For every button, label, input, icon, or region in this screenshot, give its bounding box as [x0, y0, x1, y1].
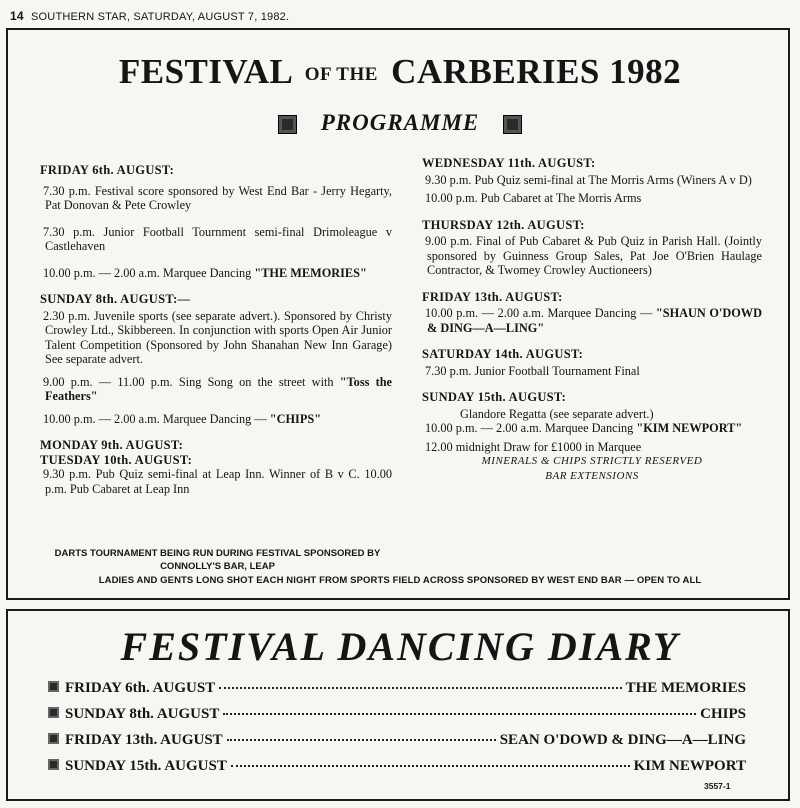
masthead [10, 9, 289, 23]
left-column [40, 163, 392, 496]
event-act: "THE MEMORIES" [254, 265, 367, 280]
event-act: "CHIPS" [269, 411, 322, 426]
square-bullet-icon [48, 707, 59, 718]
event: Glandore Regatta (see separate advert.) [460, 406, 654, 421]
diary-day: SUNDAY 15th. AUGUST [65, 758, 227, 774]
title-of-the: OF THE [304, 63, 378, 85]
event [422, 421, 762, 436]
event-act: "SHAUN O'DOWD & DING—A—LING" [427, 306, 762, 335]
programme-label: PROGRAMME [320, 110, 480, 135]
notice: MINERALS & CHIPS STRICTLY RESERVED [481, 455, 703, 467]
diary-title: FESTIVAL DANCING DIARY [120, 624, 680, 669]
diary-day: FRIDAY 13th. AUGUST [65, 732, 223, 748]
event: 7.30 p.m. Junior Football Tournament Final [425, 363, 640, 378]
event: 7.30 p.m. Junior Football Tournment semi-final Drimoleague v Castlehaven [43, 224, 392, 253]
event: 9.30 p.m. Pub Quiz semi-final at Leap Inn. Winner of B v C. 10.00 p.m. Pub Cabaret at Leap Inn [43, 467, 392, 496]
day-heading: WEDNESDAY 11th. AUGUST: [422, 156, 596, 170]
diary-row [48, 680, 746, 706]
event [40, 412, 392, 427]
ad-reference: 3557-1 [704, 781, 731, 791]
day-heading: FRIDAY 13th. AUGUST: [422, 289, 563, 304]
event-text: 9.00 p.m. — 11.00 p.m. Sing Song on the street with [43, 374, 340, 389]
event [40, 266, 392, 281]
square-bullet-icon [503, 115, 522, 134]
day-heading: SUNDAY 8th. AUGUST:— [40, 292, 191, 306]
day-heading: SATURDAY 14th. AUGUST: [422, 347, 584, 361]
diary-day: SUNDAY 8th. AUGUST [65, 706, 220, 722]
darts-notice: DARTS TOURNAMENT BEING RUN DURING FESTIVAL SPONSORED BY CONNOLLY'S BAR, LEAP [54, 548, 381, 572]
event: 9.00 p.m. Final of Pub Cabaret & Pub Quiz in Parish Hall. (Jointly sponsored by Guinness Group Sales, Pat Joe O'Brien Haulage Contractor, & Twomey Crowley Auctioneers) [425, 234, 762, 277]
day-heading: MONDAY 9th. AUGUST: [40, 438, 184, 452]
diary-row [48, 732, 746, 758]
event: 10.00 p.m. Pub Cabaret at The Morris Arms [425, 191, 642, 205]
title-festival: FESTIVAL [118, 52, 292, 91]
diary-act: THE MEMORIES [625, 680, 746, 696]
day-heading: TUESDAY 10th. AUGUST: [40, 452, 193, 467]
event-act: "Toss the Feathers" [45, 374, 392, 403]
event: 9.30 p.m. Pub Quiz semi-final at The Morris Arms (Winers A v D) [425, 172, 752, 187]
event-text: 10.00 p.m. — 2.00 a.m. Marquee Dancing [43, 265, 255, 280]
square-bullet-icon [48, 759, 59, 770]
dot-leader [223, 713, 696, 715]
event-text: 10.00 p.m. — 2.00 a.m. Marquee Dancing [425, 421, 637, 435]
title-carberies: CARBERIES 1982 [391, 52, 682, 91]
dot-leader [219, 687, 621, 689]
dot-leader [227, 739, 496, 741]
right-column [422, 156, 762, 483]
page-number: 14 [10, 9, 24, 23]
event: 12.00 midnight Draw for £1000 in Marquee [425, 439, 642, 454]
day-heading: THURSDAY 12th. AUGUST: [422, 217, 585, 232]
diary-row [48, 706, 746, 732]
diary-act: KIM NEWPORT [633, 758, 746, 774]
diary-list [48, 680, 746, 784]
event-text: 10.00 p.m. — 2.00 a.m. Marquee Dancing — [43, 411, 270, 426]
notice: BAR EXTENSIONS [545, 469, 639, 482]
masthead-text: SOUTHERN STAR, SATURDAY, AUGUST 7, 1982. [31, 11, 290, 23]
event-text: 10.00 p.m. — 2.00 a.m. Marquee Dancing — [425, 306, 656, 320]
day-heading: SUNDAY 15th. AUGUST: [422, 390, 567, 404]
diary-act: CHIPS [700, 706, 746, 722]
event: 2.30 p.m. Juvenile sports (see separate advert.). Sponsored by Christy Crowley Ltd., Skibbereen. In conjunction with sports Open Air Junior Talent Competition (Sponsored by John Shanahan New Inn Garage) See separate advert. [43, 308, 392, 366]
dot-leader [231, 765, 630, 767]
long-shot-notice: LADIES AND GENTS LONG SHOT EACH NIGHT FROM SPORTS FIELD ACROSS SPONSORED BY WEST END BAR — OPEN TO ALL [98, 575, 702, 586]
event [40, 375, 392, 404]
programme-heading [0, 110, 800, 136]
festival-title [0, 52, 800, 92]
event: 7.30 p.m. Festival score sponsored by West End Bar - Jerry Hegarty, Pat Donovan & Pete Crowley [43, 183, 392, 212]
diary-row [48, 758, 746, 784]
square-bullet-icon [48, 681, 59, 692]
diary-day: FRIDAY 6th. AUGUST [65, 680, 216, 696]
event [422, 306, 762, 335]
day-heading: FRIDAY 6th. AUGUST: [40, 163, 175, 177]
event-act: "KIM NEWPORT" [636, 421, 743, 435]
diary-act: SEAN O'DOWD & DING—A—LING [499, 732, 746, 748]
square-bullet-icon [48, 733, 59, 744]
square-bullet-icon [278, 115, 297, 134]
